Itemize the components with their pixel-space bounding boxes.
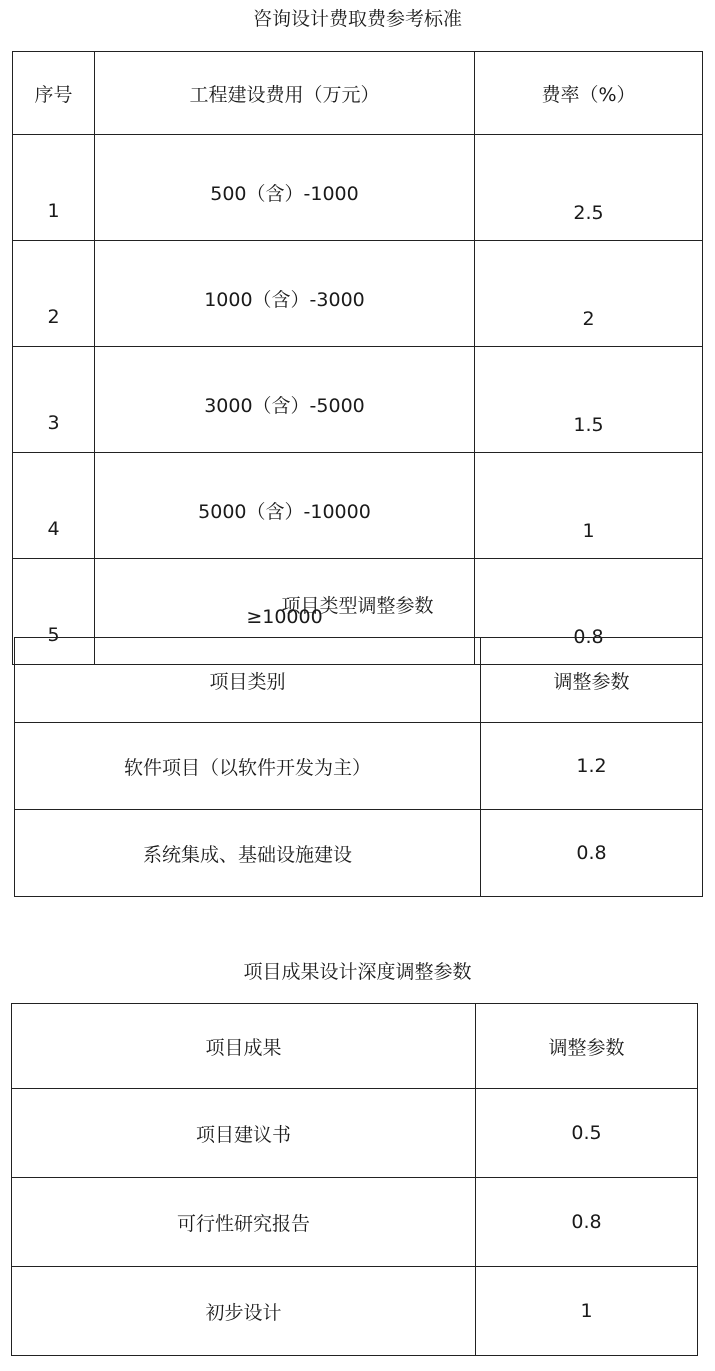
row-param: 0.8 [476, 1178, 698, 1267]
row-param: 0.5 [476, 1089, 698, 1178]
table-header-row [12, 1004, 698, 1089]
table-row [13, 135, 703, 241]
type-table-title: 项目类型调整参数 [281, 595, 434, 617]
row-rate: 1.5 [475, 347, 703, 453]
table-row [13, 241, 703, 347]
row-index: 3 [13, 347, 95, 453]
project-type-table [14, 637, 703, 897]
table-header-row [15, 638, 703, 723]
header-project-category: 项目类别 [15, 638, 481, 723]
fee-table-title: 咨询设计费取费参考标准 [252, 8, 462, 30]
row-rate: 1 [475, 453, 703, 559]
row-cost-range: 1000（含）-3000 [95, 241, 475, 347]
table-row [15, 810, 703, 897]
row-cost-range: 500（含）-1000 [95, 135, 475, 241]
row-index: 4 [13, 453, 95, 559]
table-row [15, 723, 703, 810]
row-rate: 0.8 [475, 559, 703, 665]
depth-table-title: 项目成果设计深度调整参数 [243, 961, 472, 983]
fee-standard-table [12, 51, 703, 665]
header-construction-cost: 工程建设费用（万元） [95, 52, 475, 135]
header-rate: 费率（%） [475, 52, 703, 135]
row-index: 2 [13, 241, 95, 347]
row-rate: 2 [475, 241, 703, 347]
row-param: 1.2 [481, 723, 703, 810]
table-row [12, 1178, 698, 1267]
row-cost-range: 5000（含）-10000 [95, 453, 475, 559]
header-index: 序号 [13, 52, 95, 135]
row-index: 5 [13, 559, 95, 665]
table-row [13, 347, 703, 453]
table-header-row [13, 52, 703, 135]
row-deliverable: 可行性研究报告 [12, 1178, 476, 1267]
table-row [12, 1089, 698, 1178]
row-cost-range: 3000（含）-5000 [95, 347, 475, 453]
table-row [12, 1267, 698, 1356]
row-deliverable: 项目建议书 [12, 1089, 476, 1178]
design-depth-table [11, 1003, 698, 1356]
row-category: 软件项目（以软件开发为主） [15, 723, 481, 810]
row-index: 1 [13, 135, 95, 241]
header-adjust-param: 调整参数 [481, 638, 703, 723]
row-rate: 2.5 [475, 135, 703, 241]
row-param: 0.8 [481, 810, 703, 897]
row-cost-range: ≥10000 [95, 559, 475, 665]
table-row [13, 453, 703, 559]
header-adjust-param: 调整参数 [476, 1004, 698, 1089]
row-category: 系统集成、基础设施建设 [15, 810, 481, 897]
row-param: 1 [476, 1267, 698, 1356]
row-deliverable: 初步设计 [12, 1267, 476, 1356]
header-deliverable: 项目成果 [12, 1004, 476, 1089]
